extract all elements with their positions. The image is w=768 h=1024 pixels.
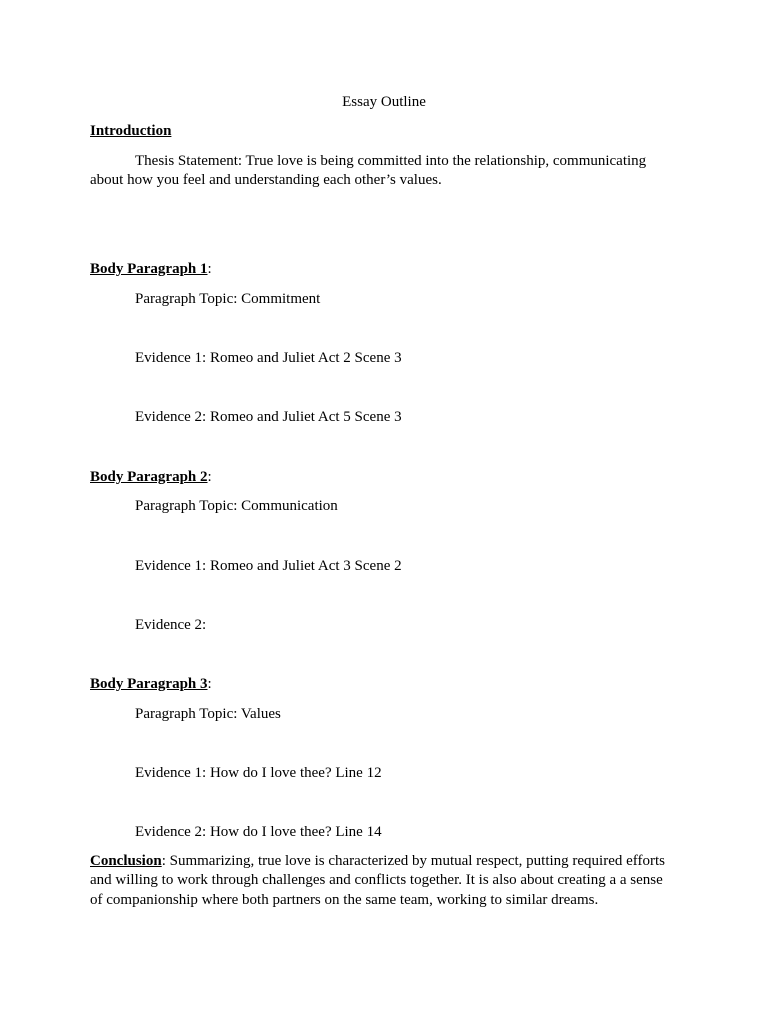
body-paragraph-2-heading	[90, 468, 680, 487]
conclusion-heading: Conclusion	[90, 853, 162, 869]
document-title: Essay Outline	[342, 94, 426, 110]
body-paragraph-3-heading	[90, 675, 680, 694]
conclusion-paragraph	[90, 852, 670, 910]
introduction-heading	[90, 122, 680, 141]
introduction-heading-text: Introduction	[90, 123, 172, 139]
body-paragraph-1-topic: Paragraph Topic: Commitment	[135, 291, 321, 307]
body-paragraph-3-heading-text: Body Paragraph 3	[90, 676, 208, 692]
body-paragraph-2-topic: Paragraph Topic: Communication	[135, 498, 338, 514]
body-paragraph-2-heading-text: Body Paragraph 2	[90, 469, 208, 485]
body-paragraph-2-colon: :	[207, 469, 212, 485]
conclusion-text: : Summarizing, true love is characterized by mutual respect, putting required efforts and willing to work through challenges and conflicts together. It is also about creating a a sense of companionship where both partners on the same team, working to similar dreams.	[90, 853, 666, 908]
body-paragraph-1-evidence-2: Evidence 2: Romeo and Juliet Act 5 Scene 3	[135, 409, 402, 425]
body-paragraph-3-evidence-2: Evidence 2: How do I love thee? Line 14	[135, 824, 382, 840]
body-paragraph-1-colon: :	[207, 261, 212, 277]
thesis-statement: Thesis Statement: True love is being committed into the relationship, communicating about how you feel and understanding each other’s values.	[90, 153, 647, 189]
body-paragraph-3-evidence-1: Evidence 1: How do I love thee? Line 12	[135, 765, 382, 781]
body-paragraph-3-topic: Paragraph Topic: Values	[135, 706, 281, 722]
body-paragraph-2-evidence-1: Evidence 1: Romeo and Juliet Act 3 Scene 2	[135, 558, 402, 574]
body-paragraph-1-heading-text: Body Paragraph 1	[90, 261, 208, 277]
body-paragraph-1-heading	[90, 260, 680, 279]
body-paragraph-3-colon: :	[207, 676, 212, 692]
body-paragraph-1-evidence-1: Evidence 1: Romeo and Juliet Act 2 Scene 3	[135, 350, 402, 366]
body-paragraph-2-evidence-2: Evidence 2:	[135, 617, 207, 633]
